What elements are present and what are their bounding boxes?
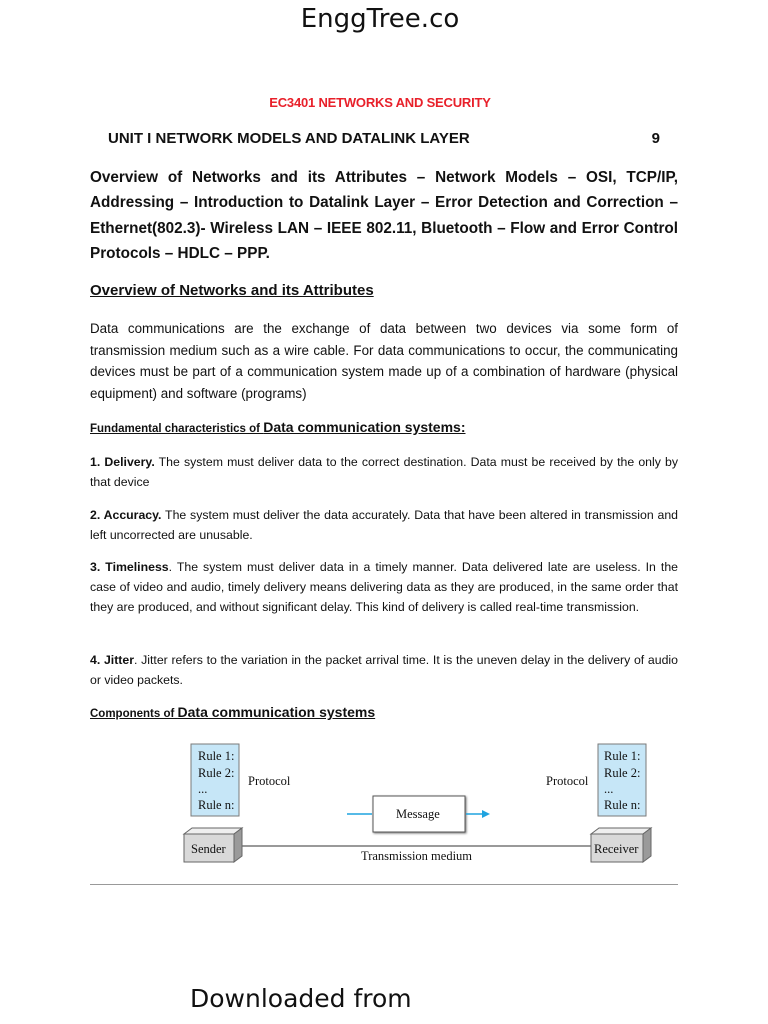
characteristic-text: The system must deliver data to the correct destination. Data must be received by the only by that device xyxy=(90,455,678,489)
characteristic-text: . The system must deliver data in a timely manner. Data delivered late are useless. In the case of video and audio, timely delivery means delivering data as they are produced, in the same order that they are produced, and without significant delay. This kind of delivery is called real-time transmission. xyxy=(90,560,679,614)
characteristics-heading-large: Data communication systems: xyxy=(263,419,466,435)
medium-label: Transmission medium xyxy=(361,849,473,863)
sender-rule: Rule 2: xyxy=(198,766,235,780)
components-heading-large: Data communication systems xyxy=(177,704,376,720)
page-divider xyxy=(90,884,678,885)
characteristic-label: 1. Delivery. xyxy=(90,455,155,469)
arrow-head-icon xyxy=(482,810,490,818)
receiver-label: Receiver xyxy=(594,842,639,856)
receiver-rule: ... xyxy=(604,782,614,796)
receiver-rule: Rule 2: xyxy=(604,766,641,780)
characteristic-item xyxy=(90,557,678,617)
receiver-box-side xyxy=(643,828,651,862)
syllabus-text: Overview of Networks and its Attributes – Network Models – OSI, TCP/IP, Addressing – Introduction to Datalink Layer – Error Detection and Correction – Ethernet(802.3)- Wireless LAN – IEEE 802.11, Bluetooth – Flow and Error Control Protocols – HDLC – PPP. xyxy=(90,169,678,262)
components-heading xyxy=(90,704,375,722)
receiver-rule: Rule n: xyxy=(604,798,641,812)
characteristic-text: . Jitter refers to the variation in the packet arrival time. It is the uneven delay in the delivery of audio or video packets. xyxy=(90,653,678,687)
characteristic-item xyxy=(90,452,678,492)
site-title: EnggTree.co xyxy=(300,4,460,34)
sender-box-top xyxy=(184,828,242,834)
characteristic-item xyxy=(90,650,678,690)
unit-hours: 9 xyxy=(651,130,660,147)
unit-title: UNIT I NETWORK MODELS AND DATALINK LAYER xyxy=(108,130,470,147)
footer-text: Downloaded from xyxy=(190,984,412,1013)
characteristic-label: 2. Accuracy. xyxy=(90,508,162,522)
protocol-label-left: Protocol xyxy=(248,774,291,788)
communication-diagram xyxy=(180,738,660,873)
characteristic-text: The system must deliver the data accurately. Data that have been altered in transmission and left uncorrected are unusable. xyxy=(90,508,679,542)
course-title: EC3401 NETWORKS AND SECURITY xyxy=(269,95,491,110)
characteristic-item xyxy=(90,505,678,545)
characteristic-label: 3. Timeliness xyxy=(90,560,169,574)
receiver-box-top xyxy=(591,828,651,834)
protocol-label-right: Protocol xyxy=(546,774,589,788)
section-heading: Overview of Networks and its Attributes xyxy=(90,282,374,299)
sender-rule: ... xyxy=(198,782,208,796)
components-heading-small: Components of xyxy=(90,708,178,720)
receiver-rule: Rule 1: xyxy=(604,749,641,763)
intro-paragraph: Data communications are the exchange of data between two devices via some form of transmission medium such as a wire cable. For data communications to occur, the communicating devices must be part of a communication system made up of a combination of hardware (physical equipment) and software (programs) xyxy=(90,321,678,402)
sender-rule: Rule 1: xyxy=(198,749,235,763)
characteristics-heading xyxy=(90,419,466,437)
message-label: Message xyxy=(396,807,440,821)
unit-header xyxy=(108,130,660,147)
sender-box-side xyxy=(234,828,242,862)
sender-label: Sender xyxy=(191,842,226,856)
characteristics-heading-small: Fundamental characteristics of xyxy=(90,423,264,435)
characteristic-label: 4. Jitter xyxy=(90,653,135,667)
sender-rule: Rule n: xyxy=(198,798,235,812)
